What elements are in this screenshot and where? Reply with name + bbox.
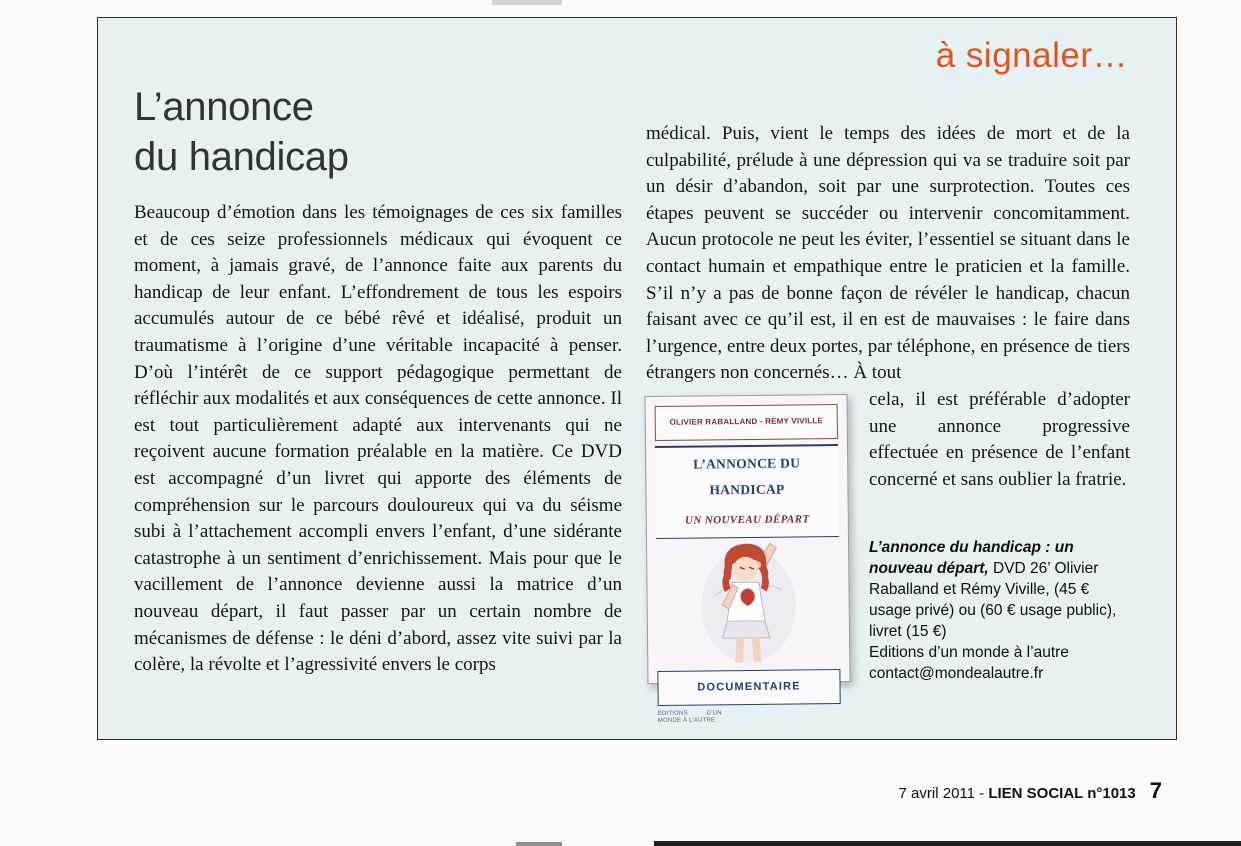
article-title xyxy=(134,82,349,182)
dvd-cover-authors: OLIVIER RABALLAND - RÉMY VIVILLE xyxy=(655,404,838,441)
right-column-paragraph-top: médical. Puis, vient le temps des idées de mort et de la culpabilité, prélude à une dépression qui va se traduire soit par un désir d’abandon, soit par une surprotection. Toutes ces étapes peuvent se succéder ou intervenir concomitamment. Aucun protocole ne peut les éviter, l’essentiel se situant dans le contact humain et empathique entre le praticien et la famille. S’il n’y a pas de bonne façon de révéler le handicap, chacun faisant avec ce qu’il est, il en est de mauvaises : le faire dans l’urgence, entre deux portes, par téléphone, en présence de tiers étrangers non concernés… À tout xyxy=(646,123,1130,384)
caption-publisher: Editions d’un monde à l’autre xyxy=(869,644,1069,662)
dvd-cover-title-box xyxy=(655,444,839,540)
footer-journal-name: LIEN SOCIAL n°1013 xyxy=(988,785,1136,802)
caption-title: L’annonce du handicap : un nouveau départ, xyxy=(869,539,1074,578)
footer-date: 7 avril 2011 - xyxy=(898,785,989,802)
dvd-cover-genre: DOCUMENTAIRE xyxy=(657,669,840,706)
girl-illustration xyxy=(656,537,840,671)
caption-email: contact@mondealautre.fr xyxy=(869,665,1044,683)
dvd-cover-subtitle: UN NOUVEAU DÉPART xyxy=(684,513,810,527)
right-column-paragraph-wrap: cela, il est préférable d’adopter une annonce progressive effectuée en présence de l’enfant concerné et sans oublier la fratrie. xyxy=(869,388,1130,490)
scan-artifact-top-smudge xyxy=(492,0,562,5)
dvd-cover-publisher-logo: ÉDITIONS D’UN MONDE À L’AUTRE xyxy=(657,710,722,724)
scan-artifact-bottom-bar xyxy=(654,841,1241,846)
left-column-paragraph: Beaucoup d’émotion dans les témoignages de ces six familles et de ces seize professionnels médicaux qui évoquent ce moment, à jamais gravé, de l’annonce faite aux parents du handicap de leur enfant. L’effondrement de tous les espoirs accumulés autour de ce bébé rêvé et idéalisé, produit un traumatisme à l’origine d’une véritable incapacité à penser. D’où l’intérêt de ce support pédagogique permettant de réfléchir aux modalités et aux conséquences de cette annonce. Il est tout particulièrement adapté aux intervenants qui ne reçoivent aucune formation préalable en la matière. Ce DVD est accompagné d’un livret qui apporte des éléments de compréhension sur le parcours douloureux qui va du séisme subi à l’attachement accompli envers l’enfant, d’une sidérante catastrophe à un sentiment d’enrichissement. Mais pour que le vacillement de l’annonce devienne aussi la matrice d’un nouveau départ, il faut passer par un certain nombre de mécanismes de défense : le déni d’abord, assez vite suivi par la colère, la révolte et l’agressivité envers le corps xyxy=(134,202,622,676)
page-footer xyxy=(0,778,1162,804)
article-title-line1: L’annonce xyxy=(134,85,314,129)
caption-details: DVD 26’ Olivier Raballand et Rémy Viville, (45 € usage privé) ou (60 € usage public), livret (15 €) xyxy=(869,560,1117,641)
page-number: 7 xyxy=(1149,778,1162,803)
article-background-box xyxy=(97,17,1177,740)
left-text-column xyxy=(134,200,622,679)
signal-flag-heading: à signaler… xyxy=(935,36,1128,75)
right-text-column xyxy=(646,121,1130,724)
dvd-cover-face xyxy=(644,394,850,724)
scan-artifact-gray-bar xyxy=(516,842,562,846)
dvd-cover-title: L’ANNONCE DU HANDICAP xyxy=(693,454,801,498)
dvd-cover xyxy=(646,395,851,724)
article-title-line2: du handicap xyxy=(134,135,349,179)
